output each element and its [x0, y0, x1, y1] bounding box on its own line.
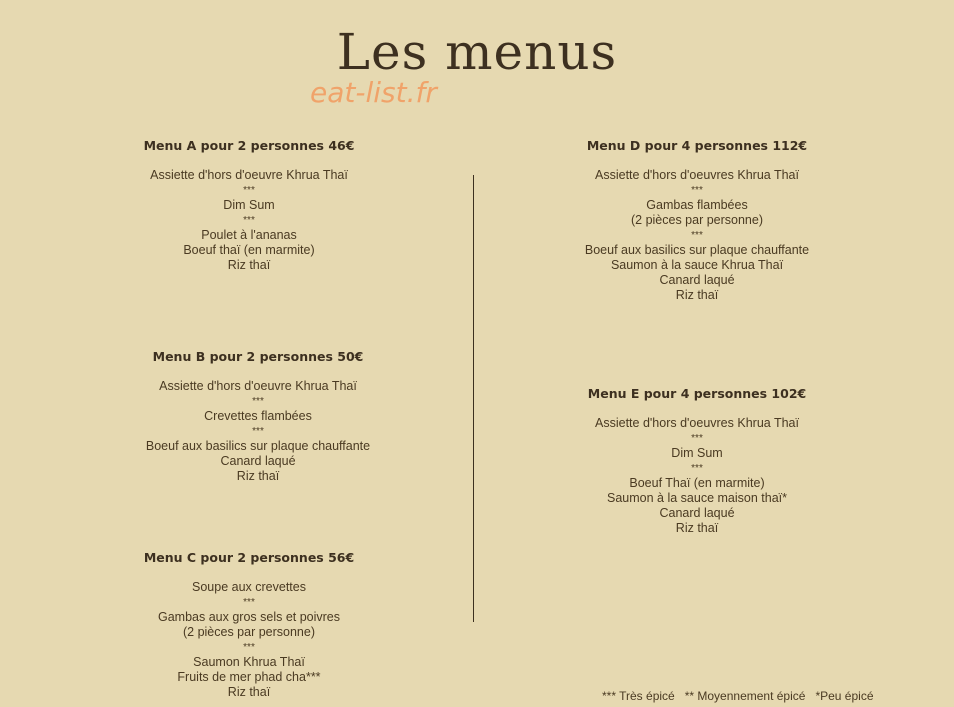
menu-heading: Menu A pour 2 personnes 46€ — [143, 138, 355, 153]
course-separator: *** — [243, 215, 255, 226]
menu-c — [108, 550, 390, 700]
menu-dish: Assiette d'hors d'oeuvres Khrua Thaï — [595, 168, 799, 182]
menu-dish: Riz thaï — [227, 258, 271, 272]
course-separator: *** — [691, 230, 703, 241]
menu-dish: Soupe aux crevettes — [192, 580, 306, 594]
menu-dish: Assiette d'hors d'oeuvres Khrua Thaï — [595, 416, 799, 430]
course-separator: *** — [691, 463, 703, 474]
menu-dish: Assiette d'hors d'oeuvre Khrua Thaï — [150, 168, 348, 182]
column-divider — [473, 175, 474, 622]
menu-a — [108, 138, 390, 273]
menu-heading: Menu B pour 2 personnes 50€ — [152, 349, 364, 364]
course-separator: *** — [691, 433, 703, 444]
menu-dish: Fruits de mer phad cha*** — [177, 670, 321, 684]
menu-dish: Canard laqué — [659, 506, 735, 520]
menu-heading: Menu E pour 4 personnes 102€ — [587, 386, 807, 401]
menu-dish: Riz thaï — [675, 521, 719, 535]
menu-dish: Saumon à la sauce Khrua Thaï — [610, 258, 784, 272]
watermark-logo: eat-list.fr — [310, 76, 437, 109]
menu-dish: (2 pièces par personne) — [630, 213, 764, 227]
menu-dish: Assiette d'hors d'oeuvre Khrua Thaï — [159, 379, 357, 393]
menu-heading: Menu C pour 2 personnes 56€ — [143, 550, 355, 565]
menu-dish: Canard laqué — [659, 273, 735, 287]
menu-dish: Boeuf aux basilics sur plaque chauffante — [145, 439, 371, 453]
menu-dish: Saumon à la sauce maison thaï* — [607, 491, 787, 505]
menu-e — [556, 386, 838, 536]
menu-b — [108, 349, 408, 484]
menu-dish: Boeuf Thaï (en marmite) — [629, 476, 765, 490]
menu-d — [556, 138, 838, 303]
menu-dish: Dim Sum — [223, 198, 275, 212]
menu-dish: Saumon Khrua Thaï — [193, 655, 305, 669]
menu-heading: Menu D pour 4 personnes 112€ — [586, 138, 808, 153]
menu-dish: Crevettes flambées — [204, 409, 312, 423]
course-separator: *** — [243, 185, 255, 196]
menu-dish: Gambas aux gros sels et poivres — [157, 610, 341, 624]
course-separator: *** — [691, 185, 703, 196]
menu-dish: Poulet à l'ananas — [201, 228, 297, 242]
menu-dish: Boeuf thaï (en marmite) — [183, 243, 315, 257]
course-separator: *** — [252, 426, 264, 437]
course-separator: *** — [252, 396, 264, 407]
menu-dish: Canard laqué — [220, 454, 296, 468]
spice-legend: *** Très épicé ** Moyennement épicé *Peu épicé — [602, 689, 874, 703]
page-title: Les menus — [336, 23, 618, 81]
menu-dish: Boeuf aux basilics sur plaque chauffante — [584, 243, 810, 257]
course-separator: *** — [243, 642, 255, 653]
menu-dish: Riz thaï — [675, 288, 719, 302]
menu-dish: Gambas flambées — [646, 198, 748, 212]
menu-dish: (2 pièces par personne) — [182, 625, 316, 639]
menu-dish: Riz thaï — [227, 685, 271, 699]
course-separator: *** — [243, 597, 255, 608]
menu-dish: Dim Sum — [671, 446, 723, 460]
menu-dish: Riz thaï — [236, 469, 280, 483]
